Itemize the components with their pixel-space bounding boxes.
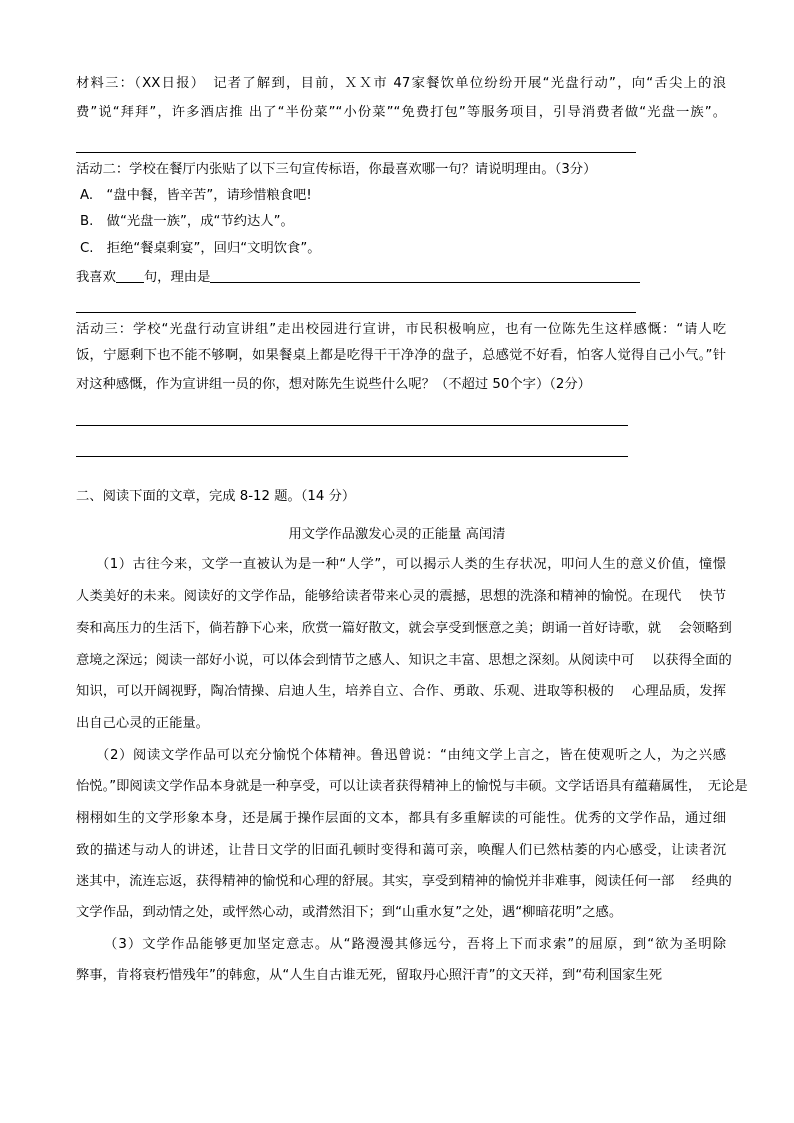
- activity2-option-b: B. 做“光盘一族”，成“节约达人”。: [80, 214, 294, 229]
- answer-line[interactable]: [76, 312, 636, 313]
- answer-prefix: 我喜欢: [76, 270, 116, 285]
- choice-blank[interactable]: [116, 268, 144, 283]
- para1-line: 人类美好的未来。阅读好的文学作品，能够给读者带来心灵的震撼，思想的洗涤和精神的愉悦。在现代 快节: [76, 589, 726, 604]
- article-title: 用文学作品激发心灵的正能量 高闰清: [288, 527, 506, 542]
- para2-line: 致的描述与动人的讲述，让昔日文学的旧面孔顿时变得和蔼可亲，唤醒人们已然枯萎的内心感受，让读者沉: [76, 843, 726, 858]
- answer-line[interactable]: [76, 152, 636, 153]
- activity3-line-3: 对这种感慨，作为宣讲组一员的你，想对陈先生说些什么呢？（不超过 50个字）（2分）: [76, 377, 591, 392]
- para2-line: 怡悦。”即阅读文学作品本身就是一种享受，可以让读者获得精神上的愉悦与丰硕。文学话语具有蕴藉属性， 无论是: [76, 779, 748, 794]
- reason-blank[interactable]: [210, 268, 640, 283]
- para1-line: 意境之深远；阅读一部好小说，可以体会到情节之感人、知识之丰富、思想之深刻。从阅读中可 以获得全面的: [76, 653, 732, 668]
- para1-line: 知识，可以开阔视野，陶冶情操、启迪人生，培养自立、合作、勇敢、乐观、进取等积极的 心理品质，发挥: [76, 684, 726, 699]
- answer-mid: 句，理由是: [143, 270, 211, 285]
- activity3-line-2: 饭，宁愿剩下也不能不够啊，如果餐桌上都是吃得干干净净的盘子，总感觉不好看，怕客人觉得自己小气。”针: [76, 348, 726, 363]
- activity3-line-1: 活动三：学校“光盘行动宣讲组”走出校园进行宣讲，市民积极响应，也有一位陈先生这样感慨：“请人吃: [76, 322, 726, 337]
- section2-heading: 二、阅读下面的文章，完成 8-12 题。（14 分）: [76, 489, 356, 504]
- material3-line-2: 费”说“拜拜”，许多酒店推 出了“半份菜”“小份菜”“免费打包”等服务项目，引导消费者做“光盘一族”。: [76, 105, 726, 120]
- para2-line: 栩栩如生的文学形象本身，还是属于操作层面的文本，都具有多重解读的可能性。优秀的文学作品，通过细: [76, 811, 726, 826]
- activity2-option-a: A. “盘中餐，皆辛苦”，请珍惜粮食吧!: [80, 188, 312, 203]
- answer-line[interactable]: [76, 456, 628, 457]
- para3-line: 弊事，肯将衰朽惜残年”的韩愈，从“人生自古谁无死，留取丹心照汗青”的文天祥，到“苟利国家生死: [76, 968, 663, 983]
- para2-line: 文学作品，到动情之处，或怦然心动，或潸然泪下；到“山重水复”之处，遇“柳暗花明”之感。: [76, 905, 623, 920]
- activity2-option-c: C. 拒绝“餐桌剩宴”，回归“文明饮食”。: [80, 241, 321, 256]
- para1-line: 出自己心灵的正能量。: [76, 716, 209, 731]
- answer-line[interactable]: [76, 425, 628, 426]
- activity2-answer-line: [76, 268, 640, 288]
- para2-line: （2）阅读文学作品可以充分愉悦个体精神。鲁迅曾说：“由纯文学上言之，皆在使观听之人，为之兴感: [96, 748, 726, 763]
- para2-line: 迷其中，流连忘返，获得精神的愉悦和心理的舒展。其实，享受到精神的愉悦并非难事，阅读任何一部 经典的: [76, 874, 732, 889]
- para1-line: 奏和高压力的生活下，倘若静下心来，欣赏一篇好散文，就会享受到惬意之美；朗诵一首好诗歌，就 会领略到: [76, 621, 732, 636]
- para1-line: （1）古往今来，文学一直被认为是一种“人学”，可以揭示人类的生存状况，叩问人生的意义价值，憧憬: [96, 557, 726, 572]
- activity2-question: 活动二：学校在餐厅内张贴了以下三句宣传标语，你最喜欢哪一句？请说明理由。（3分）: [76, 162, 597, 177]
- material3-line-1: 材料三：（XX日报） 记者了解到，目前，ＸＸ市 47家餐饮单位纷纷开展“光盘行动”，向“舌尖上的浪: [76, 76, 726, 91]
- para3-line: （3）文学作品能够更加坚定意志。从“路漫漫其修远兮，吾将上下而求索”的屈原，到“欲为圣明除: [104, 937, 726, 952]
